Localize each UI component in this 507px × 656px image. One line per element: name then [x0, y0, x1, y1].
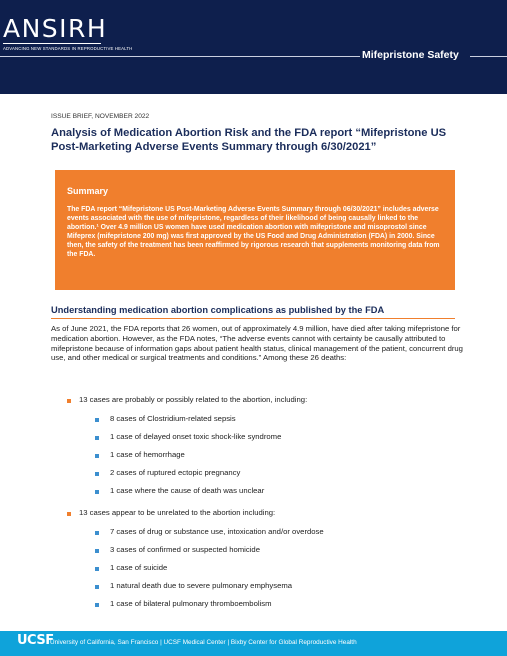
ucsf-logo: UCSF [17, 633, 54, 648]
group-label: 13 cases appear to be unrelated to the abortion including: [79, 508, 276, 517]
list-item: 1 case of delayed onset toxic shock-like syndrome [110, 432, 282, 441]
header-title: Mifepristone Safety [362, 49, 459, 61]
header-bar [0, 0, 507, 94]
header-rule [0, 56, 360, 57]
list-item: 2 cases of ruptured ectopic pregnancy [110, 468, 241, 477]
footer-bar [0, 631, 507, 656]
orange-bullet-icon [67, 512, 71, 516]
document-title: Analysis of Medication Abortion Risk and the FDA report “Mifepristone US Post-Marketing Adverse Events Summary through 6/30/2021” [51, 127, 447, 153]
section-rule [51, 318, 455, 319]
blue-bullet-icon [95, 603, 99, 607]
blue-bullet-icon [95, 549, 99, 553]
list-item: 7 cases of drug or substance use, intoxication and/or overdose [110, 527, 324, 536]
section-heading: Understanding medication abortion complications as published by the FDA [51, 305, 385, 315]
summary-box [55, 170, 455, 290]
blue-bullet-icon [95, 585, 99, 589]
ansirh-logo: ANSIRH [3, 14, 108, 43]
summary-heading: Summary [67, 186, 109, 196]
header-rule-right [470, 56, 507, 57]
logo-tagline: ADVANCING NEW STANDARDS IN REPRODUCTIVE HEALTH [3, 46, 133, 51]
blue-bullet-icon [95, 454, 99, 458]
footer-text: University of California, San Francisco | UCSF Medical Center | Bixby Center for Global Reproductive Health [50, 639, 357, 646]
intro-paragraph: As of June 2021, the FDA reports that 26 women, out of approximately 4.9 million, have died after taking mifepristone for medication abortion. However, as the FDA notes, “The adverse events cannot with certainty be causally attributed to mifepristone because of information gaps about patient health status, clinical management of the patient, concurrent drug use, and other medical or surgical treatments and conditions.” Among these 26 deaths: [51, 324, 463, 363]
blue-bullet-icon [95, 567, 99, 571]
summary-text: The FDA report “Mifepristone US Post-Marketing Adverse Events Summary through 06/30/2021” includes adverse events associated with the use of mifepristone, regardless of their likelihood of being causally linked to the abortion.¹ Over 4.9 million US women have used medication abortion with mifepristone and misoprostol since Mifeprex (mifepristone 200 mg) was first approved by the US Food and Drug Administration (FDA) in 2000. Since then, the safety of the treatment has been reaffirmed by rigorous research that supplements monitoring data from the FDA. [67, 206, 440, 258]
blue-bullet-icon [95, 490, 99, 494]
blue-bullet-icon [95, 436, 99, 440]
list-item: 1 natural death due to severe pulmonary emphysema [110, 581, 293, 590]
blue-bullet-icon [95, 472, 99, 476]
orange-bullet-icon [67, 399, 71, 403]
blue-bullet-icon [95, 531, 99, 535]
list-item: 3 cases of confirmed or suspected homicide [110, 545, 260, 554]
list-item: 1 case where the cause of death was unclear [110, 486, 265, 495]
blue-bullet-icon [95, 418, 99, 422]
list-item: 8 cases of Clostridium-related sepsis [110, 414, 236, 423]
list-item: 1 case of bilateral pulmonary thromboembolism [110, 599, 272, 608]
issue-date: ISSUE BRIEF, NOVEMBER 2022 [51, 113, 150, 120]
logo-underline [3, 43, 101, 44]
group-label: 13 cases are probably or possibly related to the abortion, including: [79, 395, 308, 404]
list-item: 1 case of hemorrhage [110, 450, 185, 459]
list-item: 1 case of suicide [110, 563, 168, 572]
